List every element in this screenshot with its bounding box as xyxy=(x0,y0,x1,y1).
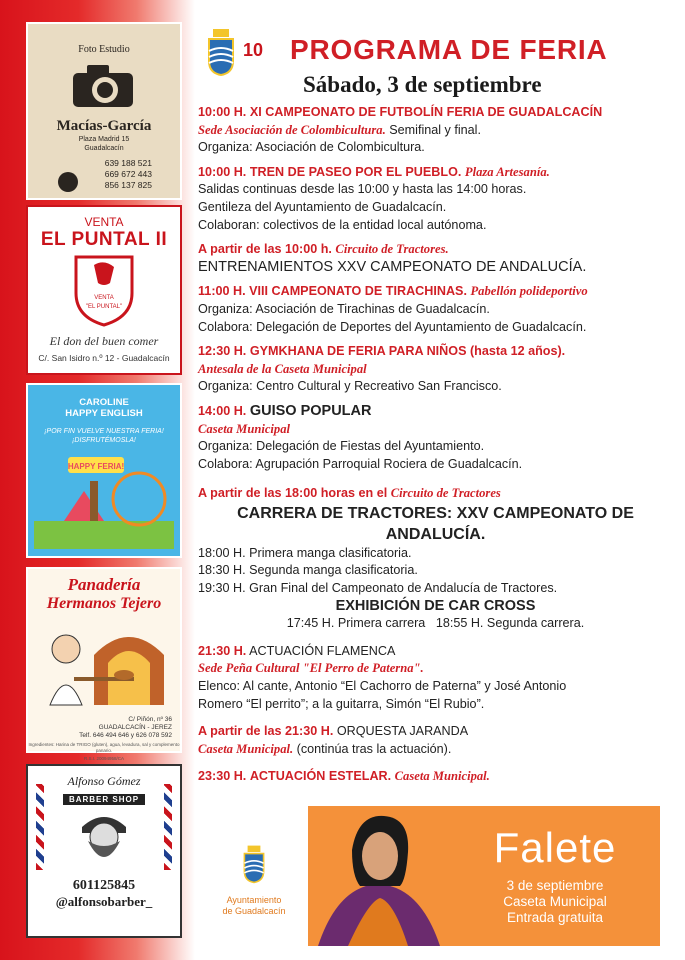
ad3-msg2: ¡DISFRUTÉMOSLA! xyxy=(72,437,136,444)
falete-banner xyxy=(200,806,660,946)
ad1-addr2: Guadalcacín xyxy=(84,145,124,152)
event-venue: Circuito de Tractores xyxy=(390,486,501,501)
event-time: 21:30 H. xyxy=(198,643,247,658)
event-line: Colaboran: colectivos de la entidad local autónoma. xyxy=(198,217,487,232)
ad2-badge2: "EL PUNTAL" xyxy=(85,304,123,310)
artist-name: Falete xyxy=(493,824,617,871)
fair-scene-illustration xyxy=(34,451,174,549)
event-line: Romero “El perrito”; a la guitarra, Simón “El Rubio”. xyxy=(198,696,485,711)
event-venue: Caseta Municipal. xyxy=(198,741,294,756)
event-venue: Plaza Artesanía. xyxy=(464,164,550,179)
event-note: (continúa tras la actuación). xyxy=(296,741,452,756)
event-estelar xyxy=(198,768,673,786)
event-venue: Caseta Municipal xyxy=(198,421,291,436)
event-title: GUISO POPULAR xyxy=(249,402,372,419)
event-time: 10:00 H. xyxy=(198,105,247,119)
ad3-name2: HAPPY ENGLISH xyxy=(65,408,143,419)
ad4-small: Ingredientes: Harina de TRIGO (gluten), agua, levadura, sal y complemento panario. xyxy=(28,742,180,753)
event-title: ENTRENAMIENTOS XXV CAMPEONATO DE ANDALUCÍA. xyxy=(198,258,587,275)
ad-panaderia xyxy=(26,567,182,761)
banner-entry: Entrada gratuita xyxy=(506,910,604,925)
ad4-addr2: GUADALCACÍN - JEREZ xyxy=(98,724,172,731)
event-org: Organiza: Centro Cultural y Recreativo San Francisco. xyxy=(198,379,502,394)
artist-photo xyxy=(308,806,450,946)
event-title: VIII CAMPEONATO DE TIRACHINAS. xyxy=(249,284,467,299)
banner-info xyxy=(450,878,660,926)
event-line: Gentileza del Ayuntamiento de Guadalcacín. xyxy=(198,199,447,214)
event-carrera-tractores xyxy=(198,485,673,633)
camera-icon xyxy=(69,59,139,111)
page-title: PROGRAMA DE FERIA xyxy=(290,34,608,65)
baker-oven-illustration xyxy=(34,615,174,711)
event-org: Organiza: Asociación de Tirachinas de Guadalcacín. xyxy=(198,301,490,316)
event-title: ORQUESTA JARANDA xyxy=(336,724,469,739)
bearded-man-icon xyxy=(64,807,144,871)
event-intro: A partir de las 18:00 horas en el xyxy=(198,486,388,501)
event-time: 11:00 H. xyxy=(198,284,246,299)
barber-pole-right xyxy=(164,784,172,870)
banner-organizer xyxy=(200,806,308,946)
ad-venta-el-puntal xyxy=(26,205,182,375)
ad-caroline-happy-english xyxy=(26,383,182,558)
phone-icon xyxy=(58,172,78,192)
ad-foto-estudio xyxy=(26,22,182,200)
event-org: Organiza: Asociación de Colombicultura. xyxy=(198,140,425,155)
event-venue: Sede Peña Cultural "El Perro de Paterna". xyxy=(198,661,424,676)
event-venue: Caseta Municipal. xyxy=(394,769,490,784)
ad4-reg: R.S.I. 20094958/CA xyxy=(83,756,125,761)
event-title: CARRERA DE TRACTORES: XXV CAMPEONATO DE ANDALUCÍA. xyxy=(237,504,634,543)
event-intro: A partir de las 10:00 h. xyxy=(198,242,332,257)
banner-org1: Ayuntamiento xyxy=(226,895,282,905)
event-title: ACTUACIÓN ESTELAR. xyxy=(249,769,392,784)
event-time: 23:30 H. xyxy=(198,769,247,784)
event-guiso xyxy=(198,403,673,473)
event-time: 10:00 H. xyxy=(198,164,247,179)
ad2-name: EL PUNTAL II xyxy=(40,229,168,250)
program-list xyxy=(198,104,673,793)
horse-shield-icon xyxy=(72,253,136,327)
event-title: XI CAMPEONATO DE FUTBOLÍN FERIA DE GUADALCACÍN xyxy=(249,105,603,119)
ad2-top: VENTA xyxy=(84,215,124,229)
ad1-phone1: 639 188 521 xyxy=(104,158,152,168)
ad4-tel: Telf. 646 494 646 y 626 078 592 xyxy=(79,732,172,739)
ad5-phone: 601125845 xyxy=(72,878,136,893)
ad3-sign: HAPPY FERIA! xyxy=(67,462,125,471)
ad2-addr: C/. San Isidro n.º 12 - Guadalcacín xyxy=(38,353,170,363)
event-venue: Sede Asociación de Colombicultura. xyxy=(198,122,386,137)
ad5-handle: @alfonsobarber_ xyxy=(55,894,153,909)
ad4-name1: Panadería xyxy=(67,575,141,594)
ad4-name2: Hermanos Tejero xyxy=(46,595,162,612)
page-number: 10 xyxy=(243,40,264,60)
event-title: GYMKHANA DE FERIA PARA NIÑOS (hasta 12 años). xyxy=(249,344,566,359)
ad2-slogan: El don del buen comer xyxy=(49,334,159,348)
ad5-shop: BARBER SHOP xyxy=(63,794,145,805)
ad1-phone2: 669 672 443 xyxy=(104,169,152,179)
ad1-phone3: 856 137 825 xyxy=(104,180,152,190)
event-title: ACTUACIÓN FLAMENCA xyxy=(249,643,396,658)
event-time: 12:30 H. xyxy=(198,344,247,359)
ad5-name: Alfonso Gómez xyxy=(67,774,141,788)
event-note: Semifinal y final. xyxy=(389,122,481,137)
event-race: 18:55 H. Segunda carrera. xyxy=(435,616,585,631)
banner-org2: de Guadalcacín xyxy=(222,906,286,916)
event-org: Organiza: Delegación de Fiestas del Ayuntamiento. xyxy=(198,439,485,454)
event-subtitle: EXHIBICIÓN DE CAR CROSS xyxy=(335,597,536,614)
event-colab: Colabora: Delegación de Deportes del Ayuntamiento de Guadalcacín. xyxy=(198,319,587,334)
event-venue: Pabellón polideportivo xyxy=(470,284,588,299)
ad1-addr1: Plaza Madrid 15 xyxy=(78,136,130,143)
event-colab: Colabora: Agrupación Parroquial Rociera de Guadalcacín. xyxy=(198,456,523,471)
ad3-name1: CAROLINE xyxy=(79,397,129,408)
event-line: Salidas continuas desde las 10:00 y hasta las 14:00 horas. xyxy=(198,182,527,197)
guadalcacin-crest-icon xyxy=(242,844,266,884)
event-venue: Antesala de la Caseta Municipal xyxy=(198,361,367,376)
banner-date: 3 de septiembre xyxy=(506,878,604,893)
barber-pole-left xyxy=(36,784,44,870)
event-time: 14:00 H. xyxy=(198,403,247,418)
event-flamenca xyxy=(198,643,673,713)
ad-barber-shop xyxy=(26,764,182,938)
event-title: TREN DE PASEO POR EL PUEBLO. xyxy=(249,164,462,179)
guadalcacin-crest-icon xyxy=(206,27,236,77)
ad1-name: Macías-García xyxy=(56,118,152,134)
event-line: 18:00 H. Primera manga clasificatoria. xyxy=(198,545,412,560)
event-intro: A partir de las 21:30 H. xyxy=(198,724,334,739)
banner-place: Caseta Municipal xyxy=(503,894,607,909)
event-tirachinas xyxy=(198,283,673,336)
event-line: 18:30 H. Segunda manga clasificatoria. xyxy=(198,563,418,578)
event-futbolin xyxy=(198,104,673,157)
event-entrenamientos xyxy=(198,241,673,276)
event-race: 17:45 H. Primera carrera xyxy=(286,616,426,631)
ad3-msg1: ¡POR FIN VUELVE NUESTRA FERIA! xyxy=(44,428,164,435)
event-orquesta xyxy=(198,723,673,758)
event-line: Elenco: Al cante, Antonio “El Cachorro de Paterna” y José Antonio xyxy=(198,679,567,694)
page-date: Sábado, 3 de septiembre xyxy=(303,72,542,97)
event-tren xyxy=(198,164,673,234)
ad4-addr1: C/ Piñón, nº 36 xyxy=(128,716,172,723)
event-line: 19:30 H. Gran Final del Campeonato de Andalucía de Tractores. xyxy=(198,581,558,596)
event-venue: Circuito de Tractores. xyxy=(335,242,449,257)
event-gymkhana xyxy=(198,343,673,396)
ad2-badge1: VENTA xyxy=(94,295,114,301)
ad1-top: Foto Estudio xyxy=(78,44,130,55)
